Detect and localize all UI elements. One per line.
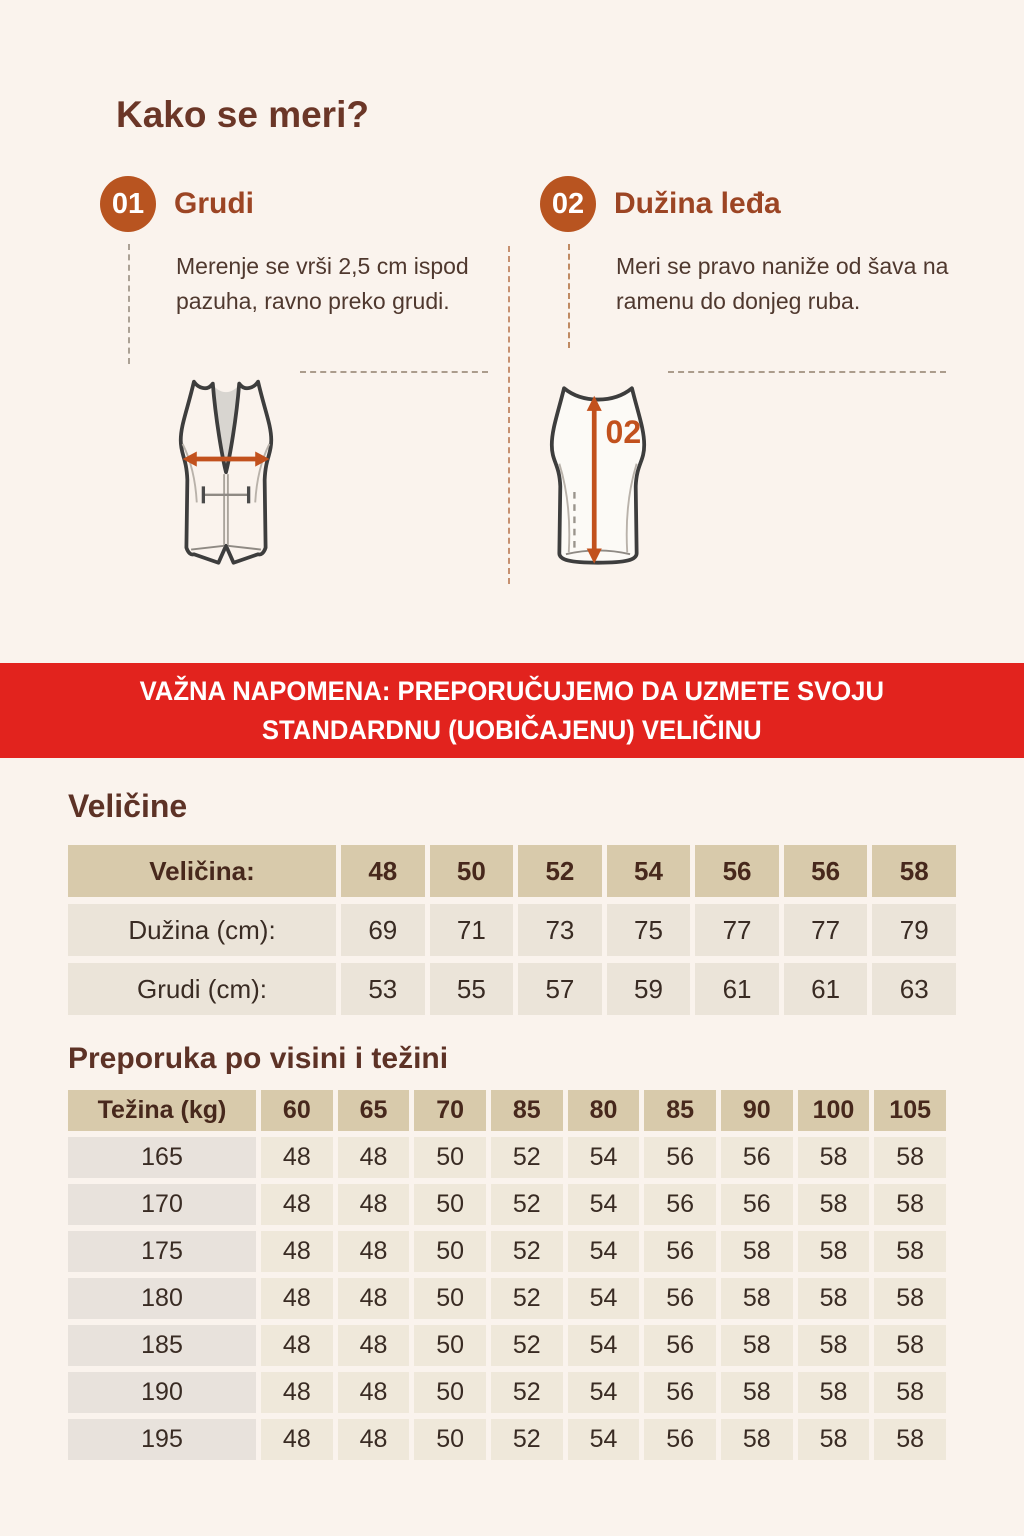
- table-cell: 50: [414, 1325, 486, 1366]
- table-cell: 56: [721, 1184, 793, 1225]
- table-header-cell: 52: [518, 845, 602, 897]
- table-row-label: 165: [68, 1137, 256, 1178]
- table-cell: 58: [721, 1419, 793, 1460]
- table-header-cell: 85: [491, 1090, 563, 1131]
- table-cell: 54: [568, 1137, 640, 1178]
- table-cell: 48: [261, 1325, 333, 1366]
- table-cell: 58: [874, 1137, 946, 1178]
- table-cell: 48: [338, 1137, 410, 1178]
- sizes-heading: Veličine: [68, 788, 188, 824]
- table-header-cell: 80: [568, 1090, 640, 1131]
- table-cell: 56: [644, 1184, 716, 1225]
- dashed-line-vertical: [128, 244, 130, 364]
- table-cell: 48: [261, 1419, 333, 1460]
- table-cell: 48: [338, 1325, 410, 1366]
- table-row-label: Grudi (cm):: [68, 963, 336, 1015]
- table-cell: 48: [338, 1278, 410, 1319]
- recommendation-table: [68, 1090, 946, 1460]
- table-cell: 54: [568, 1278, 640, 1319]
- table-cell: 48: [338, 1231, 410, 1272]
- notice-line-1: VAŽNA NAPOMENA: PREPORUČUJEMO DA UZMETE SVOJU: [139, 676, 885, 707]
- table-row-label: 195: [68, 1419, 256, 1460]
- table-cell: 58: [874, 1325, 946, 1366]
- table-cell: 52: [491, 1184, 563, 1225]
- table-cell: 58: [874, 1278, 946, 1319]
- table-cell: 54: [568, 1419, 640, 1460]
- table-header-cell: 85: [644, 1090, 716, 1131]
- table-cell: 56: [721, 1137, 793, 1178]
- table-cell: 53: [341, 963, 425, 1015]
- recommendation-heading: Preporuka po visini i težini: [68, 1042, 449, 1075]
- table-cell: 61: [695, 963, 779, 1015]
- dashed-line-horizontal: [668, 371, 946, 373]
- table-cell: 52: [491, 1419, 563, 1460]
- table-cell: 58: [721, 1231, 793, 1272]
- table-cell: 50: [414, 1278, 486, 1319]
- dashed-line-horizontal: [300, 371, 488, 373]
- table-cell: 58: [798, 1419, 870, 1460]
- table-cell: 79: [872, 904, 956, 956]
- table-header-cell: 60: [261, 1090, 333, 1131]
- step-chest-header: [100, 176, 508, 232]
- table-cell: 54: [568, 1325, 640, 1366]
- table-row-label: 185: [68, 1325, 256, 1366]
- table-header-cell: 56: [695, 845, 779, 897]
- table-header-cell: 56: [784, 845, 868, 897]
- table-cell: 56: [644, 1278, 716, 1319]
- dashed-line-vertical: [568, 244, 570, 348]
- important-notice-banner: [0, 663, 1024, 758]
- table-cell: 52: [491, 1278, 563, 1319]
- table-cell: 75: [607, 904, 691, 956]
- table-cell: 77: [784, 904, 868, 956]
- table-cell: 58: [874, 1231, 946, 1272]
- step-chest-title: Grudi: [174, 187, 254, 220]
- table-cell: 50: [414, 1184, 486, 1225]
- table-cell: 63: [872, 963, 956, 1015]
- step-number-badge: 02: [540, 176, 596, 232]
- table-row-label: 170: [68, 1184, 256, 1225]
- step-number-badge: 01: [100, 176, 156, 232]
- table-header-cell: 70: [414, 1090, 486, 1131]
- table-cell: 56: [644, 1325, 716, 1366]
- table-cell: 48: [338, 1419, 410, 1460]
- table-cell: 73: [518, 904, 602, 956]
- page-title: Kako se meri?: [116, 94, 369, 135]
- table-cell: 48: [261, 1184, 333, 1225]
- table-cell: 58: [721, 1278, 793, 1319]
- table-cell: 48: [261, 1137, 333, 1178]
- dashed-column-divider: [508, 246, 510, 584]
- table-row-label: 180: [68, 1278, 256, 1319]
- table-cell: 52: [491, 1325, 563, 1366]
- table-cell: 61: [784, 963, 868, 1015]
- table-cell: 55: [430, 963, 514, 1015]
- sizes-table: [68, 845, 956, 1015]
- table-header-cell: 100: [798, 1090, 870, 1131]
- table-cell: 58: [798, 1137, 870, 1178]
- table-cell: 58: [798, 1325, 870, 1366]
- table-header-label: Težina (kg): [68, 1090, 256, 1131]
- table-header-cell: 50: [430, 845, 514, 897]
- table-header-label: Veličina:: [68, 845, 336, 897]
- table-cell: 48: [261, 1231, 333, 1272]
- table-cell: 50: [414, 1137, 486, 1178]
- table-cell: 71: [430, 904, 514, 956]
- table-cell: 52: [491, 1231, 563, 1272]
- table-header-cell: 58: [872, 845, 956, 897]
- table-cell: 50: [414, 1231, 486, 1272]
- notice-text: [140, 672, 884, 749]
- table-cell: 69: [341, 904, 425, 956]
- table-cell: 59: [607, 963, 691, 1015]
- step-back-length-title: Dužina leđa: [614, 187, 781, 220]
- table-cell: 50: [414, 1372, 486, 1413]
- table-cell: 58: [798, 1278, 870, 1319]
- vest-front-illustration: [160, 366, 292, 586]
- table-cell: 54: [568, 1231, 640, 1272]
- table-cell: 58: [798, 1372, 870, 1413]
- table-cell: 56: [644, 1372, 716, 1413]
- table-row-label: 175: [68, 1231, 256, 1272]
- table-cell: 56: [644, 1231, 716, 1272]
- table-cell: 57: [518, 963, 602, 1015]
- table-cell: 50: [414, 1419, 486, 1460]
- table-cell: 48: [338, 1372, 410, 1413]
- table-cell: 58: [721, 1372, 793, 1413]
- table-cell: 48: [261, 1372, 333, 1413]
- notice-line-2: STANDARDNU (UOBIČAJENU) VELIČINU: [262, 714, 762, 745]
- table-row-label: 190: [68, 1372, 256, 1413]
- table-header-cell: 105: [874, 1090, 946, 1131]
- step-chest: [100, 176, 508, 318]
- table-cell: 58: [721, 1325, 793, 1366]
- table-header-cell: 90: [721, 1090, 793, 1131]
- table-header-cell: 48: [341, 845, 425, 897]
- table-cell: 48: [338, 1184, 410, 1225]
- table-header-cell: 65: [338, 1090, 410, 1131]
- step-back-length-description: Meri se pravo naniže od šava na ramenu do donjeg ruba.: [616, 253, 949, 314]
- table-cell: 56: [644, 1137, 716, 1178]
- step-chest-description: Merenje se vrši 2,5 cm ispod pazuha, ravno preko grudi.: [176, 253, 469, 314]
- vest-back-illustration: [532, 372, 664, 578]
- table-row-label: Dužina (cm):: [68, 904, 336, 956]
- step-back-length: [540, 176, 952, 318]
- table-header-cell: 54: [607, 845, 691, 897]
- table-cell: 58: [874, 1184, 946, 1225]
- table-cell: 52: [491, 1137, 563, 1178]
- table-cell: 54: [568, 1184, 640, 1225]
- table-cell: 58: [874, 1419, 946, 1460]
- table-cell: 77: [695, 904, 779, 956]
- table-cell: 54: [568, 1372, 640, 1413]
- arrow-label: 02: [605, 413, 642, 450]
- table-cell: 58: [798, 1184, 870, 1225]
- table-cell: 52: [491, 1372, 563, 1413]
- table-cell: 58: [874, 1372, 946, 1413]
- table-cell: 56: [644, 1419, 716, 1460]
- table-cell: 58: [798, 1231, 870, 1272]
- step-back-length-header: [540, 176, 952, 232]
- table-cell: 48: [261, 1278, 333, 1319]
